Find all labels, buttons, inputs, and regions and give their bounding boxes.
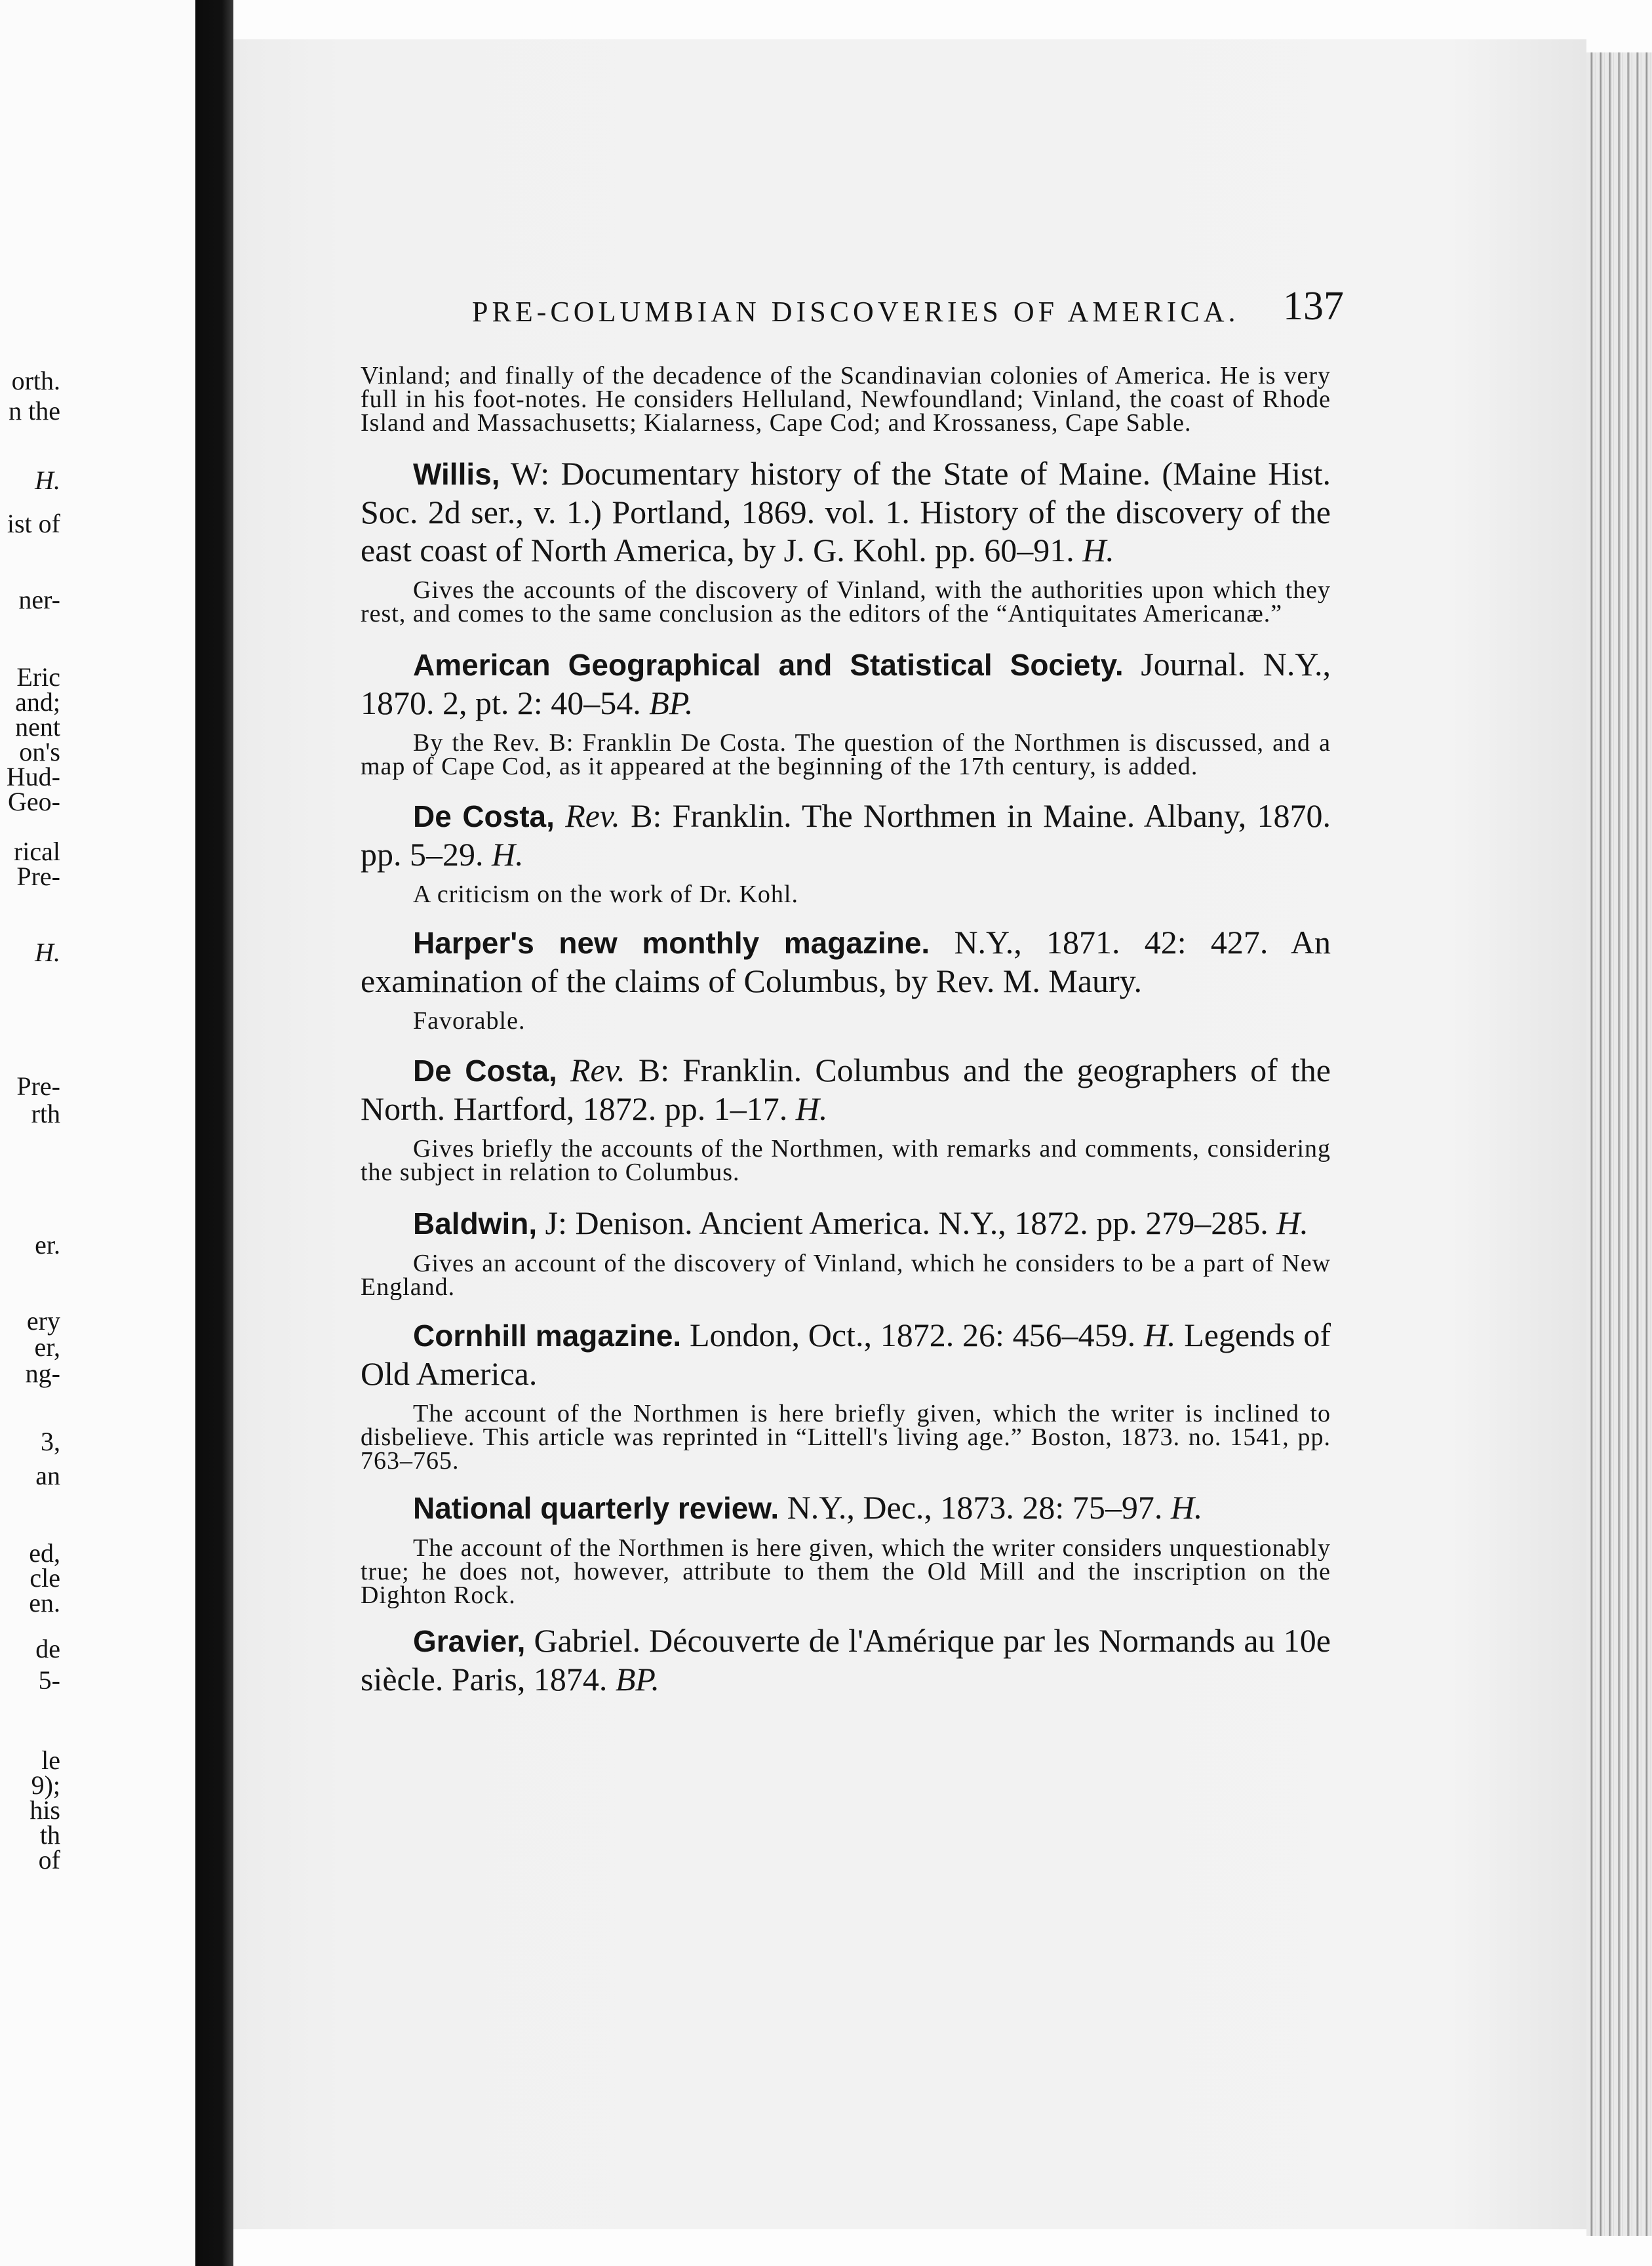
- bibliography-entry: [361, 923, 1331, 1033]
- facing-page-fragment: nent: [15, 712, 60, 742]
- entry-author: Gravier,: [413, 1624, 526, 1658]
- entry-author: Harper's new monthly magazine.: [413, 926, 930, 960]
- entry-author: De Costa,: [413, 1054, 557, 1088]
- facing-page-fragment: th: [39, 1820, 60, 1850]
- bibliography-entry: [361, 1204, 1331, 1299]
- facing-page-fragment: n the: [9, 396, 60, 426]
- citation-italic: H.: [1170, 1489, 1203, 1526]
- facing-page-fragment: cle: [30, 1563, 60, 1593]
- facing-page-fragment: H.: [35, 938, 60, 967]
- page-number: 137: [1283, 284, 1344, 328]
- entry-annotation: Favorable.: [413, 1007, 526, 1035]
- facing-page-fragment: Pre-: [16, 862, 60, 891]
- facing-page-fragment: rical: [13, 837, 60, 866]
- entry-citation: [361, 1488, 1331, 1527]
- citation-text: Legends of Old America.: [361, 1317, 1331, 1392]
- citation-text: W: Documentary history of the State of Maine. (Maine Hist. Soc. 2d ser., v. 1.) Portland, 1869. vol. 1. History of the discovery of the east coast of North America, by J. G. Kohl. pp. 60–91.: [361, 455, 1331, 568]
- bibliography-entry: [361, 1051, 1331, 1184]
- citation-italic: Rev.: [565, 797, 620, 834]
- bibliography-entry: [361, 1316, 1331, 1473]
- facing-page-fragment: rth: [31, 1099, 60, 1128]
- facing-page-fragment: 5-: [38, 1665, 60, 1695]
- citation-text: B: Franklin. Columbus and the geographers of the North. Hartford, 1872. pp. 1–17.: [361, 1052, 1331, 1127]
- entry-citation: [361, 454, 1331, 569]
- entry-annotation: A criticism on the work of Dr. Kohl.: [413, 881, 798, 908]
- entry-annotation: The account of the Northmen is here briefly given, which the writer is inclined to disbelieve. This article was reprinted in “Littell's living age.” Boston, 1873. no. 1541, pp. 763–765.: [361, 1400, 1331, 1475]
- citation-text: [555, 797, 565, 834]
- facing-page-fragment: ng-: [25, 1359, 60, 1388]
- facing-page-fragment: en.: [29, 1588, 60, 1618]
- facing-page-fragment: Pre-: [16, 1071, 60, 1101]
- entry-citation: [361, 1204, 1331, 1242]
- facing-page-fragment: Eric: [16, 662, 60, 692]
- page-edges: [1586, 52, 1652, 2236]
- entry-annotation: The account of the Northmen is here given, which the writer considers unquestionably true; he does not, however, attribute to them the Old Mill and the inscription on the Dighton Rock.: [361, 1534, 1331, 1609]
- entry-citation: [361, 1316, 1331, 1393]
- facing-page-fragment: 9);: [31, 1770, 60, 1800]
- citation-italic: H.: [1082, 532, 1114, 568]
- entry-author: Cornhill magazine.: [413, 1319, 682, 1353]
- facing-page-fragment: ery: [26, 1306, 60, 1336]
- running-title: PRE-COLUMBIAN DISCOVERIES OF AMERICA.: [472, 296, 1240, 328]
- entry-annotation: Gives an account of the discovery of Vinland, which he considers to be a part of New England.: [361, 1250, 1331, 1301]
- entry-citation: [361, 645, 1331, 722]
- citation-italic: BP.: [649, 685, 694, 721]
- entry-author: National quarterly review.: [413, 1491, 779, 1525]
- facing-page-fragment: ner-: [18, 585, 60, 614]
- bibliography-entry: [361, 645, 1331, 778]
- bibliography-entry: [361, 454, 1331, 626]
- citation-text: Journal. N.Y., 1870. 2, pt. 2: 40–54.: [361, 646, 1331, 721]
- bibliography-entry: [361, 797, 1331, 906]
- facing-page-fragment: le: [41, 1745, 60, 1775]
- facing-page-fragment: er.: [35, 1230, 60, 1260]
- facing-page-fragment: ed,: [29, 1538, 60, 1568]
- citation-italic: Rev.: [570, 1052, 625, 1088]
- citation-text: N.Y., Dec., 1873. 28: 75–97.: [779, 1489, 1171, 1526]
- facing-page-fragment: 3,: [41, 1427, 60, 1456]
- entry-annotation: Gives the accounts of the discovery of Vinland, with the authorities upon which they rest, and comes to the same conclusion as the editors of the “Antiquitates Americanæ.”: [361, 576, 1331, 627]
- facing-page-fragment: of: [38, 1845, 60, 1875]
- facing-page-fragment: on's: [19, 737, 60, 766]
- citation-text: J: Denison. Ancient America. N.Y., 1872. pp. 279–285.: [537, 1204, 1277, 1241]
- entry-author: Baldwin,: [413, 1206, 538, 1241]
- citation-text: B: Franklin. The Northmen in Maine. Albany, 1870. pp. 5–29.: [361, 797, 1331, 873]
- entry-author: American Geographical and Statistical Society.: [413, 648, 1124, 682]
- entry-citation: [361, 1051, 1331, 1128]
- facing-page-fragment: de: [35, 1634, 60, 1663]
- running-header: [472, 283, 1344, 336]
- citation-text: [557, 1052, 570, 1088]
- facing-page-fragment: Geo-: [8, 787, 60, 816]
- bibliography-column: [361, 364, 1331, 1698]
- facing-page-fragment: H.: [35, 466, 60, 495]
- facing-page-fragment: er,: [34, 1332, 60, 1362]
- entry-annotation: Gives briefly the accounts of the Northmen, with remarks and comments, considering the subject in relation to Columbus.: [361, 1135, 1331, 1186]
- citation-italic: BP.: [615, 1661, 659, 1698]
- citation-italic: H.: [492, 836, 524, 873]
- citation-italic: H.: [1276, 1204, 1308, 1241]
- facing-page-fragment: his: [30, 1795, 60, 1825]
- bibliography-entry: [361, 1621, 1331, 1698]
- facing-page-fragment: an: [35, 1461, 60, 1490]
- entry-citation: [361, 923, 1331, 1000]
- facing-page-fragment: orth.: [11, 366, 60, 395]
- bibliography-entry: [361, 1488, 1331, 1607]
- entry-annotation: By the Rev. B: Franklin De Costa. The question of the Northmen is discussed, and a map of Cape Cod, as it appeared at the beginning of the 17th century, is added.: [361, 729, 1331, 780]
- citation-text: London, Oct., 1872. 26: 456–459.: [681, 1317, 1144, 1353]
- continued-annotation: Vinland; and finally of the decadence of the Scandinavian colonies of America. He is very full in his foot-notes. He considers Helluland, Newfoundland; Vinland, the coast of Rhode Island and Massachusetts; Kialarness, Cape Cod; and Krossaness, Cape Sable.: [361, 362, 1331, 437]
- entry-citation: [361, 797, 1331, 873]
- facing-page-fragment: ist of: [7, 509, 60, 538]
- entry-list: [361, 454, 1331, 1698]
- citation-text: N.Y., 1871. 42: 427. An examination of the claims of Columbus, by Rev. M. Maury.: [361, 924, 1331, 999]
- facing-page-fragment: Hud-: [6, 762, 60, 791]
- facing-page-fragment: and;: [15, 687, 60, 717]
- book-gutter: [195, 0, 233, 2266]
- entry-author: Willis,: [413, 457, 500, 491]
- citation-italic: H.: [795, 1090, 828, 1127]
- entry-citation: [361, 1621, 1331, 1698]
- citation-italic: H.: [1143, 1317, 1176, 1353]
- entry-author: De Costa,: [413, 799, 555, 833]
- facing-page-edge: [0, 0, 195, 2266]
- citation-text: Gabriel. Découverte de l'Amérique par les Normands au 10e siècle. Paris, 1874.: [361, 1622, 1331, 1698]
